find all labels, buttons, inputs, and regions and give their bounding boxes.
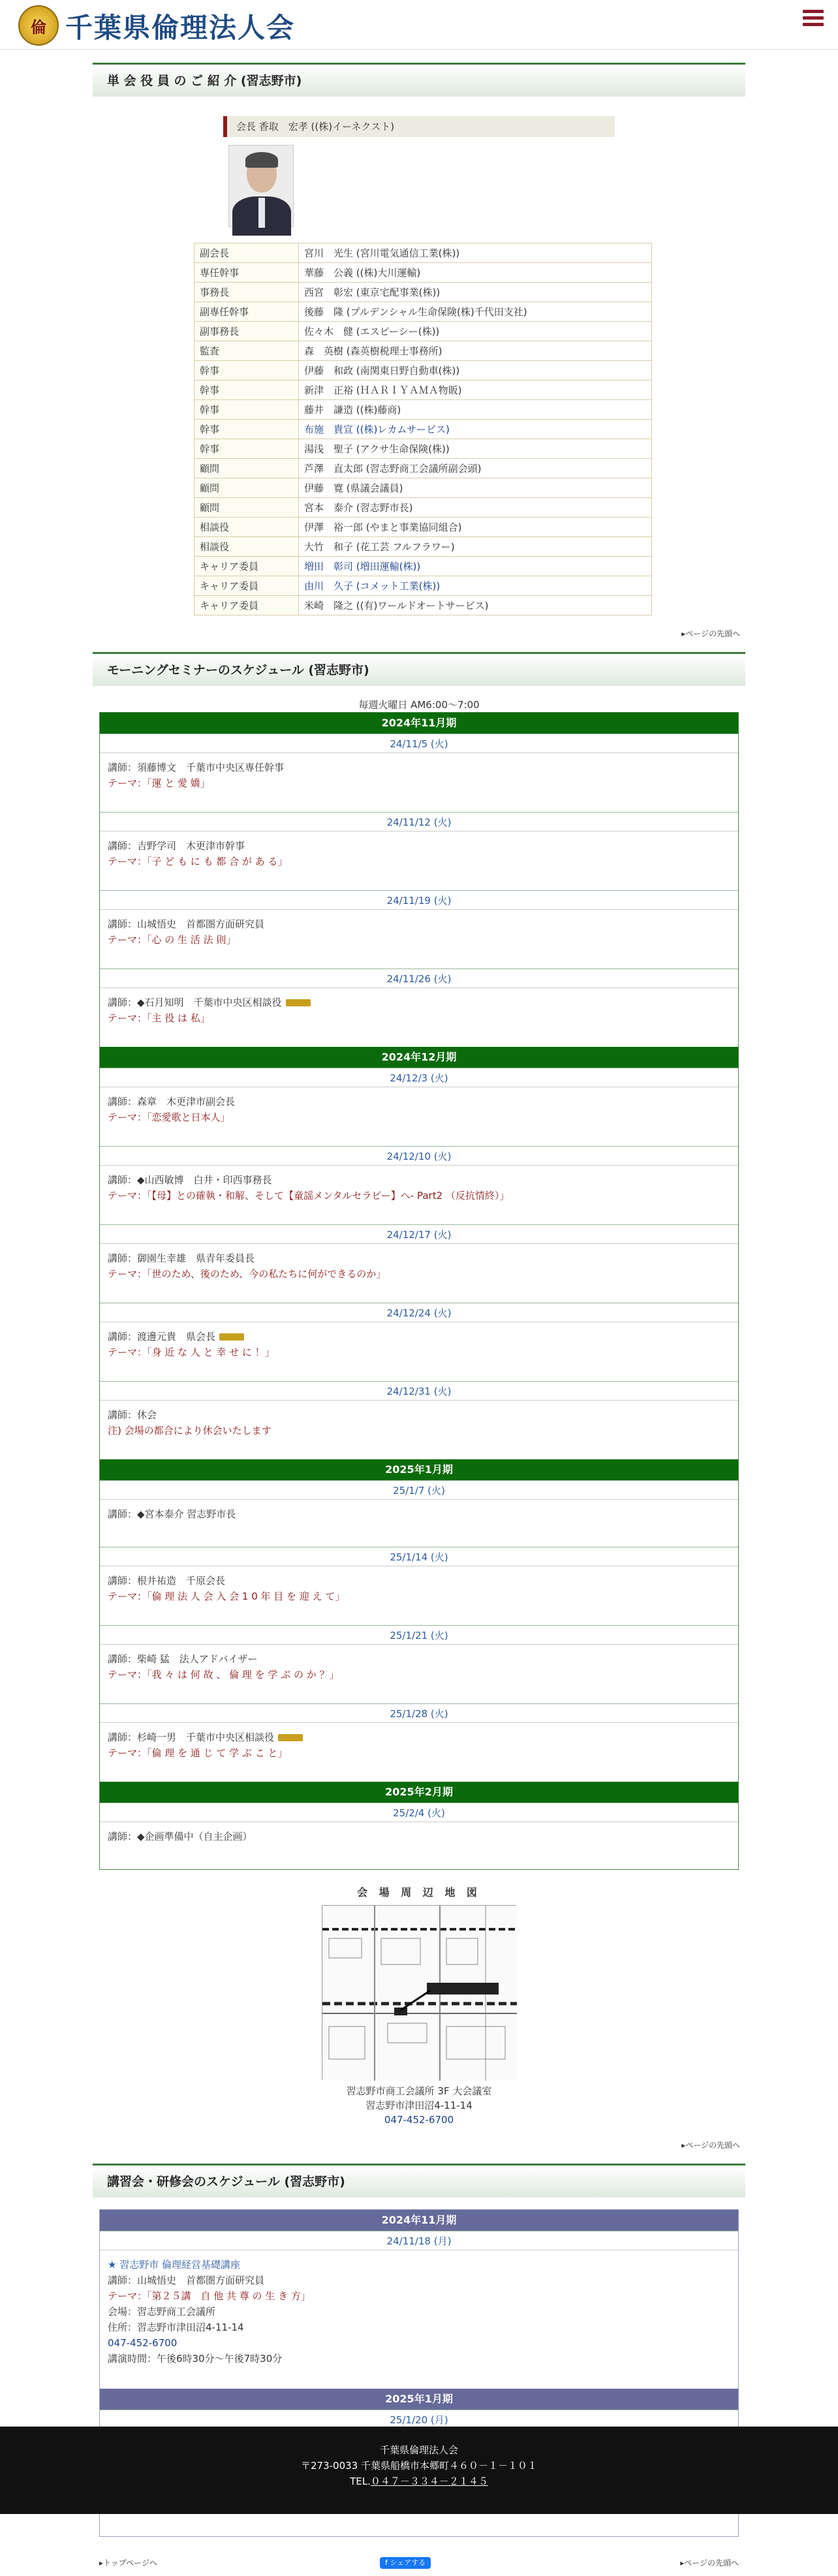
- theme: テーマ：「我 々 は 何 故 、 倫 理 を 学 ぶ の か ？」: [108, 1669, 339, 1681]
- profile-badge-icon[interactable]: [286, 999, 311, 1006]
- officer-role: 幹事: [194, 361, 299, 380]
- page-top-link[interactable]: ▸ページの先頭へ: [681, 629, 740, 638]
- officer-role: 顧問: [194, 459, 299, 478]
- lecturer: 講師：◆山西敏博 白井・印西事務長: [108, 1174, 272, 1186]
- lecturer: 講師：杉崎一男 千葉市中央区相談役: [108, 1730, 730, 1745]
- seminar-date: 25/1/7 (火): [100, 1480, 738, 1500]
- seminar-section: [93, 652, 745, 2164]
- seminar-entry: [100, 1166, 738, 1224]
- theme: テーマ：「世のため、後のため、今の私たちに何ができるのか」: [108, 1268, 386, 1280]
- officer-role: 幹事: [194, 400, 299, 420]
- theme: テーマ：「【母】との確執・和解、そして【童謡メンタルセラピー】へ- Part2 （反抗情終）」: [108, 1190, 510, 1202]
- lecturer: 講師：◆石月知明 千葉市中央区相談役: [108, 995, 730, 1010]
- theme: テーマ：「心 の 生 活 法 則」: [108, 934, 236, 946]
- seminar-entry: [100, 1645, 738, 1703]
- officer-name: 芦澤 直太郎 (習志野商工会議所副会頭): [299, 459, 652, 478]
- officer-role: キャリア委員: [194, 557, 299, 576]
- officer-row: [194, 341, 652, 361]
- officer-name: 宮川 光生 (宮川電気通信工業(株)): [299, 243, 652, 263]
- seminar-entry: [100, 1401, 738, 1459]
- officer-name: 華藤 公義 ((株)大川運輸): [299, 263, 652, 283]
- seminar-date: 24/12/10 (火): [100, 1146, 738, 1166]
- seminar-date: 24/11/26 (火): [100, 969, 738, 988]
- theme: テーマ：「主 役 は 私」: [108, 1012, 210, 1024]
- lecturer: 講師：柴崎 猛 法人アドバイザー: [108, 1653, 258, 1665]
- officer-name: 西宮 彰宏 (東京宅配事業(株)): [299, 283, 652, 302]
- venue-map-block: [93, 1883, 745, 2127]
- officer-name: 米崎 隆之 ((有)ワールドオートサービス): [299, 596, 652, 615]
- officers-section: [93, 63, 745, 652]
- officer-role: 監査: [194, 341, 299, 361]
- theme: 注) 会場の都合により休会いたします: [108, 1425, 272, 1436]
- officer-role: 副専任幹事: [194, 302, 299, 322]
- training-detail: 住所：習志野市津田沼4-11-14: [108, 2321, 244, 2333]
- officer-name: 後藤 隆 (プルデンシャル生命保険(株)千代田支社): [299, 302, 652, 322]
- officer-role: 顧問: [194, 478, 299, 498]
- site-title[interactable]: 千葉県倫理法人会: [65, 12, 296, 44]
- theme: テーマ：「倫 理 法 人 会 入 会 1 0 年 目 を 迎 え て」: [108, 1591, 345, 1602]
- officer-role: キャリア委員: [194, 576, 299, 596]
- officer-name: 宮本 泰介 (習志野市長): [299, 498, 652, 518]
- month-header: 2025年1月期: [100, 1459, 738, 1480]
- training-date: 25/1/20 (月): [100, 2410, 738, 2429]
- seminar-hours: 毎週火曜日 AM6:00〜7:00: [358, 699, 480, 711]
- officer-row: [194, 243, 652, 263]
- officer-row: [194, 263, 652, 283]
- theme: テーマ：「運 と 愛 嬌」: [108, 777, 210, 789]
- training-date: 24/11/18 (月): [100, 2231, 738, 2250]
- officer-name: 佐々木 健 (エスピーシー(株)): [299, 322, 652, 341]
- officer-role: 顧問: [194, 498, 299, 518]
- officer-row: [194, 400, 652, 420]
- officer-row: [194, 302, 652, 322]
- officer-role: 副会長: [194, 243, 299, 263]
- officer-row: [194, 576, 652, 596]
- venue-tel[interactable]: 047-452-6700: [384, 2114, 454, 2126]
- seminar-entry: [100, 910, 738, 969]
- footer-address: 〒273-0033 千葉県船橋市本郷町４６０－１－１０１: [301, 2460, 537, 2472]
- lecturer: 講師：◆宮本泰介 習志野市長: [108, 1508, 236, 1520]
- seminar-date: 25/1/21 (火): [100, 1625, 738, 1645]
- officer-role: キャリア委員: [194, 596, 299, 615]
- seminar-entry: [100, 1500, 738, 1547]
- officer-name: 増田 彰司 (増田運輸(株)): [299, 557, 652, 576]
- officers-table: [194, 243, 652, 615]
- officer-role: 相談役: [194, 518, 299, 537]
- officer-row: [194, 459, 652, 478]
- officer-row: [194, 420, 652, 439]
- seminar-date: 25/1/28 (火): [100, 1703, 738, 1723]
- lecturer: 講師：須藤博文 千葉市中央区専任幹事: [108, 762, 285, 773]
- facebook-share-button[interactable]: f シェアする: [380, 2557, 431, 2569]
- training-detail: 会場：習志野商工会議所: [108, 2306, 216, 2318]
- officer-row: [194, 537, 652, 557]
- lecturer: 講師：◆企画準備中（自主企画）: [108, 1831, 253, 1842]
- officer-row: [194, 557, 652, 576]
- training-time: 講演時間：午後6時30分〜午後7時30分: [108, 2353, 283, 2365]
- seminar-entry: [100, 1822, 738, 1869]
- officer-name: 由川 久子 (コメット工業(株)): [299, 576, 652, 596]
- hamburger-menu-icon[interactable]: [803, 7, 824, 29]
- officer-role: 幹事: [194, 420, 299, 439]
- top-page-link[interactable]: ▸トップページへ: [99, 2558, 157, 2568]
- venue-map[interactable]: [322, 1905, 516, 2080]
- seminar-entry: [100, 1087, 738, 1146]
- seminar-date: 24/11/12 (火): [100, 812, 738, 831]
- theme: テーマ：「倫 理 を 通 じ て 学 ぶ こ と」: [108, 1747, 288, 1759]
- officer-name: 伊藤 寛 (県議会議員): [299, 478, 652, 498]
- seminar-entry: [100, 988, 738, 1047]
- site-logo[interactable]: [18, 5, 59, 46]
- seminar-entry: [100, 1566, 738, 1625]
- training-month-header: 2024年11月期: [100, 2210, 738, 2231]
- training-detail: テーマ：「第２５講 自 他 共 尊 の 生 き 方」: [108, 2290, 311, 2302]
- officer-row: [194, 518, 652, 537]
- officer-row: [194, 596, 652, 615]
- seminar-entry: [100, 1723, 738, 1782]
- lecturer: 講師：根井祐造 千原会長: [108, 1575, 226, 1587]
- seminar-section-title: モーニングセミナーのスケジュール (習志野市): [93, 652, 745, 686]
- seminar-date: 24/12/24 (火): [100, 1303, 738, 1322]
- lecturer: 講師：森章 木更津市副会長: [108, 1096, 236, 1108]
- officer-name: 新津 正裕 (ＨＡＲＩＹＡＭＡ物販): [299, 380, 652, 400]
- officer-row: [194, 380, 652, 400]
- seminar-date: 24/11/19 (火): [100, 890, 738, 910]
- seminar-date: 25/2/4 (火): [100, 1803, 738, 1822]
- officer-name: 布施 貴宣 ((株)レカムサービス): [299, 420, 652, 439]
- officer-row: [194, 478, 652, 498]
- seminar-entry: [100, 1322, 738, 1381]
- map-title: 会 場 周 辺 地 図: [357, 1886, 481, 1899]
- venue-name: 習志野市商工会議所 3F 大会議室: [346, 2085, 492, 2097]
- officer-row: [194, 498, 652, 518]
- page-top-link-3[interactable]: ▸ページの先頭へ: [680, 2558, 739, 2568]
- officer-role: 専任幹事: [194, 263, 299, 283]
- seminar-entry: [100, 1244, 738, 1303]
- theme: テーマ：「身 近 な 人 と 幸 せ に ！」: [108, 1346, 275, 1358]
- officer-name: 森 英樹 (森英樹税理士事務所): [299, 341, 652, 361]
- seminar-date: 24/11/5 (火): [100, 734, 738, 753]
- month-header: 2025年2月期: [100, 1782, 738, 1803]
- lecturer: 講師：御園生幸雄 県青年委員長: [108, 1252, 255, 1264]
- bottom-links: [93, 2550, 745, 2576]
- seminar-entry: [100, 753, 738, 812]
- site-header: [0, 0, 838, 50]
- officer-role: 相談役: [194, 537, 299, 557]
- training-tel[interactable]: 047-452-6700: [108, 2337, 178, 2349]
- seminar-schedule: [99, 712, 739, 1870]
- footer-org: 千葉県倫理法人会: [379, 2444, 458, 2456]
- officer-row: [194, 283, 652, 302]
- month-header: 2024年12月期: [100, 1047, 738, 1068]
- theme: テーマ：「子 ど も に も 都 合 が あ る」: [108, 856, 288, 867]
- page-top-link-2[interactable]: ▸ページの先頭へ: [681, 2141, 740, 2150]
- officer-role: 副事務長: [194, 322, 299, 341]
- logo-glyph: 倫: [31, 18, 46, 37]
- officer-role: 幹事: [194, 380, 299, 400]
- officer-name: 大竹 和子 (花工芸 フルフラワー): [299, 537, 652, 557]
- footer-tel: TEL.０４７－３３４－２１４５: [350, 2475, 488, 2487]
- officer-role: 事務長: [194, 283, 299, 302]
- training-section-title: 講習会・研修会のスケジュール (習志野市): [93, 2164, 745, 2197]
- site-footer: [0, 2427, 838, 2514]
- lecturer: 講師：休会: [108, 1409, 157, 1421]
- lecturer: 講師：山城悟史 首都圏方面研究員: [108, 918, 265, 930]
- seminar-date: 24/12/3 (火): [100, 1068, 738, 1087]
- training-month-header: 2025年1月期: [100, 2389, 738, 2410]
- seminar-date: 24/12/17 (火): [100, 1224, 738, 1244]
- officer-name: 藤井 謙造 ((株)藤商): [299, 400, 652, 420]
- officer-role: 幹事: [194, 439, 299, 459]
- seminar-entry: [100, 831, 738, 890]
- lecturer: 講師：吉野学司 木更津市幹事: [108, 840, 245, 852]
- officer-name: 伊藤 和政 (南関東日野自動車(株)): [299, 361, 652, 380]
- month-header: 2024年11月期: [100, 713, 738, 734]
- venue-info: [93, 2084, 745, 2127]
- profile-badge-icon[interactable]: [219, 1333, 244, 1341]
- seminar-date: 25/1/14 (火): [100, 1547, 738, 1566]
- course-title[interactable]: ★ 習志野市 倫理経営基礎講座: [108, 2259, 240, 2271]
- footer-tel-link[interactable]: ０４７－３３４－２１４５: [370, 2475, 488, 2487]
- training-section: [93, 2164, 745, 2576]
- training-detail: 講師：山城悟史 首都圏方面研究員: [108, 2274, 265, 2286]
- theme: テーマ：「恋愛歌と日本人」: [108, 1111, 230, 1123]
- profile-badge-icon[interactable]: [278, 1734, 303, 1741]
- lecturer: 講師：渡邊元貴 県会長: [108, 1329, 730, 1344]
- officer-name: 湯浅 聖子 (アクサ生命保険(株)): [299, 439, 652, 459]
- seminar-date: 24/12/31 (火): [100, 1381, 738, 1401]
- officer-name: 伊澤 裕一郎 (やまと事業協同組合): [299, 518, 652, 537]
- officers-section-title: 単 会 役 員 の ご 紹 介 (習志野市): [93, 63, 745, 97]
- venue-address: 習志野市津田沼4-11-14: [365, 2100, 473, 2111]
- training-entry: [100, 2250, 738, 2389]
- chair-photo: [228, 145, 294, 227]
- officer-row: [194, 439, 652, 459]
- officer-row: [194, 361, 652, 380]
- officer-row: [194, 322, 652, 341]
- chair-label: 会長 香取 宏孝 ((株)イーネクスト): [223, 116, 615, 137]
